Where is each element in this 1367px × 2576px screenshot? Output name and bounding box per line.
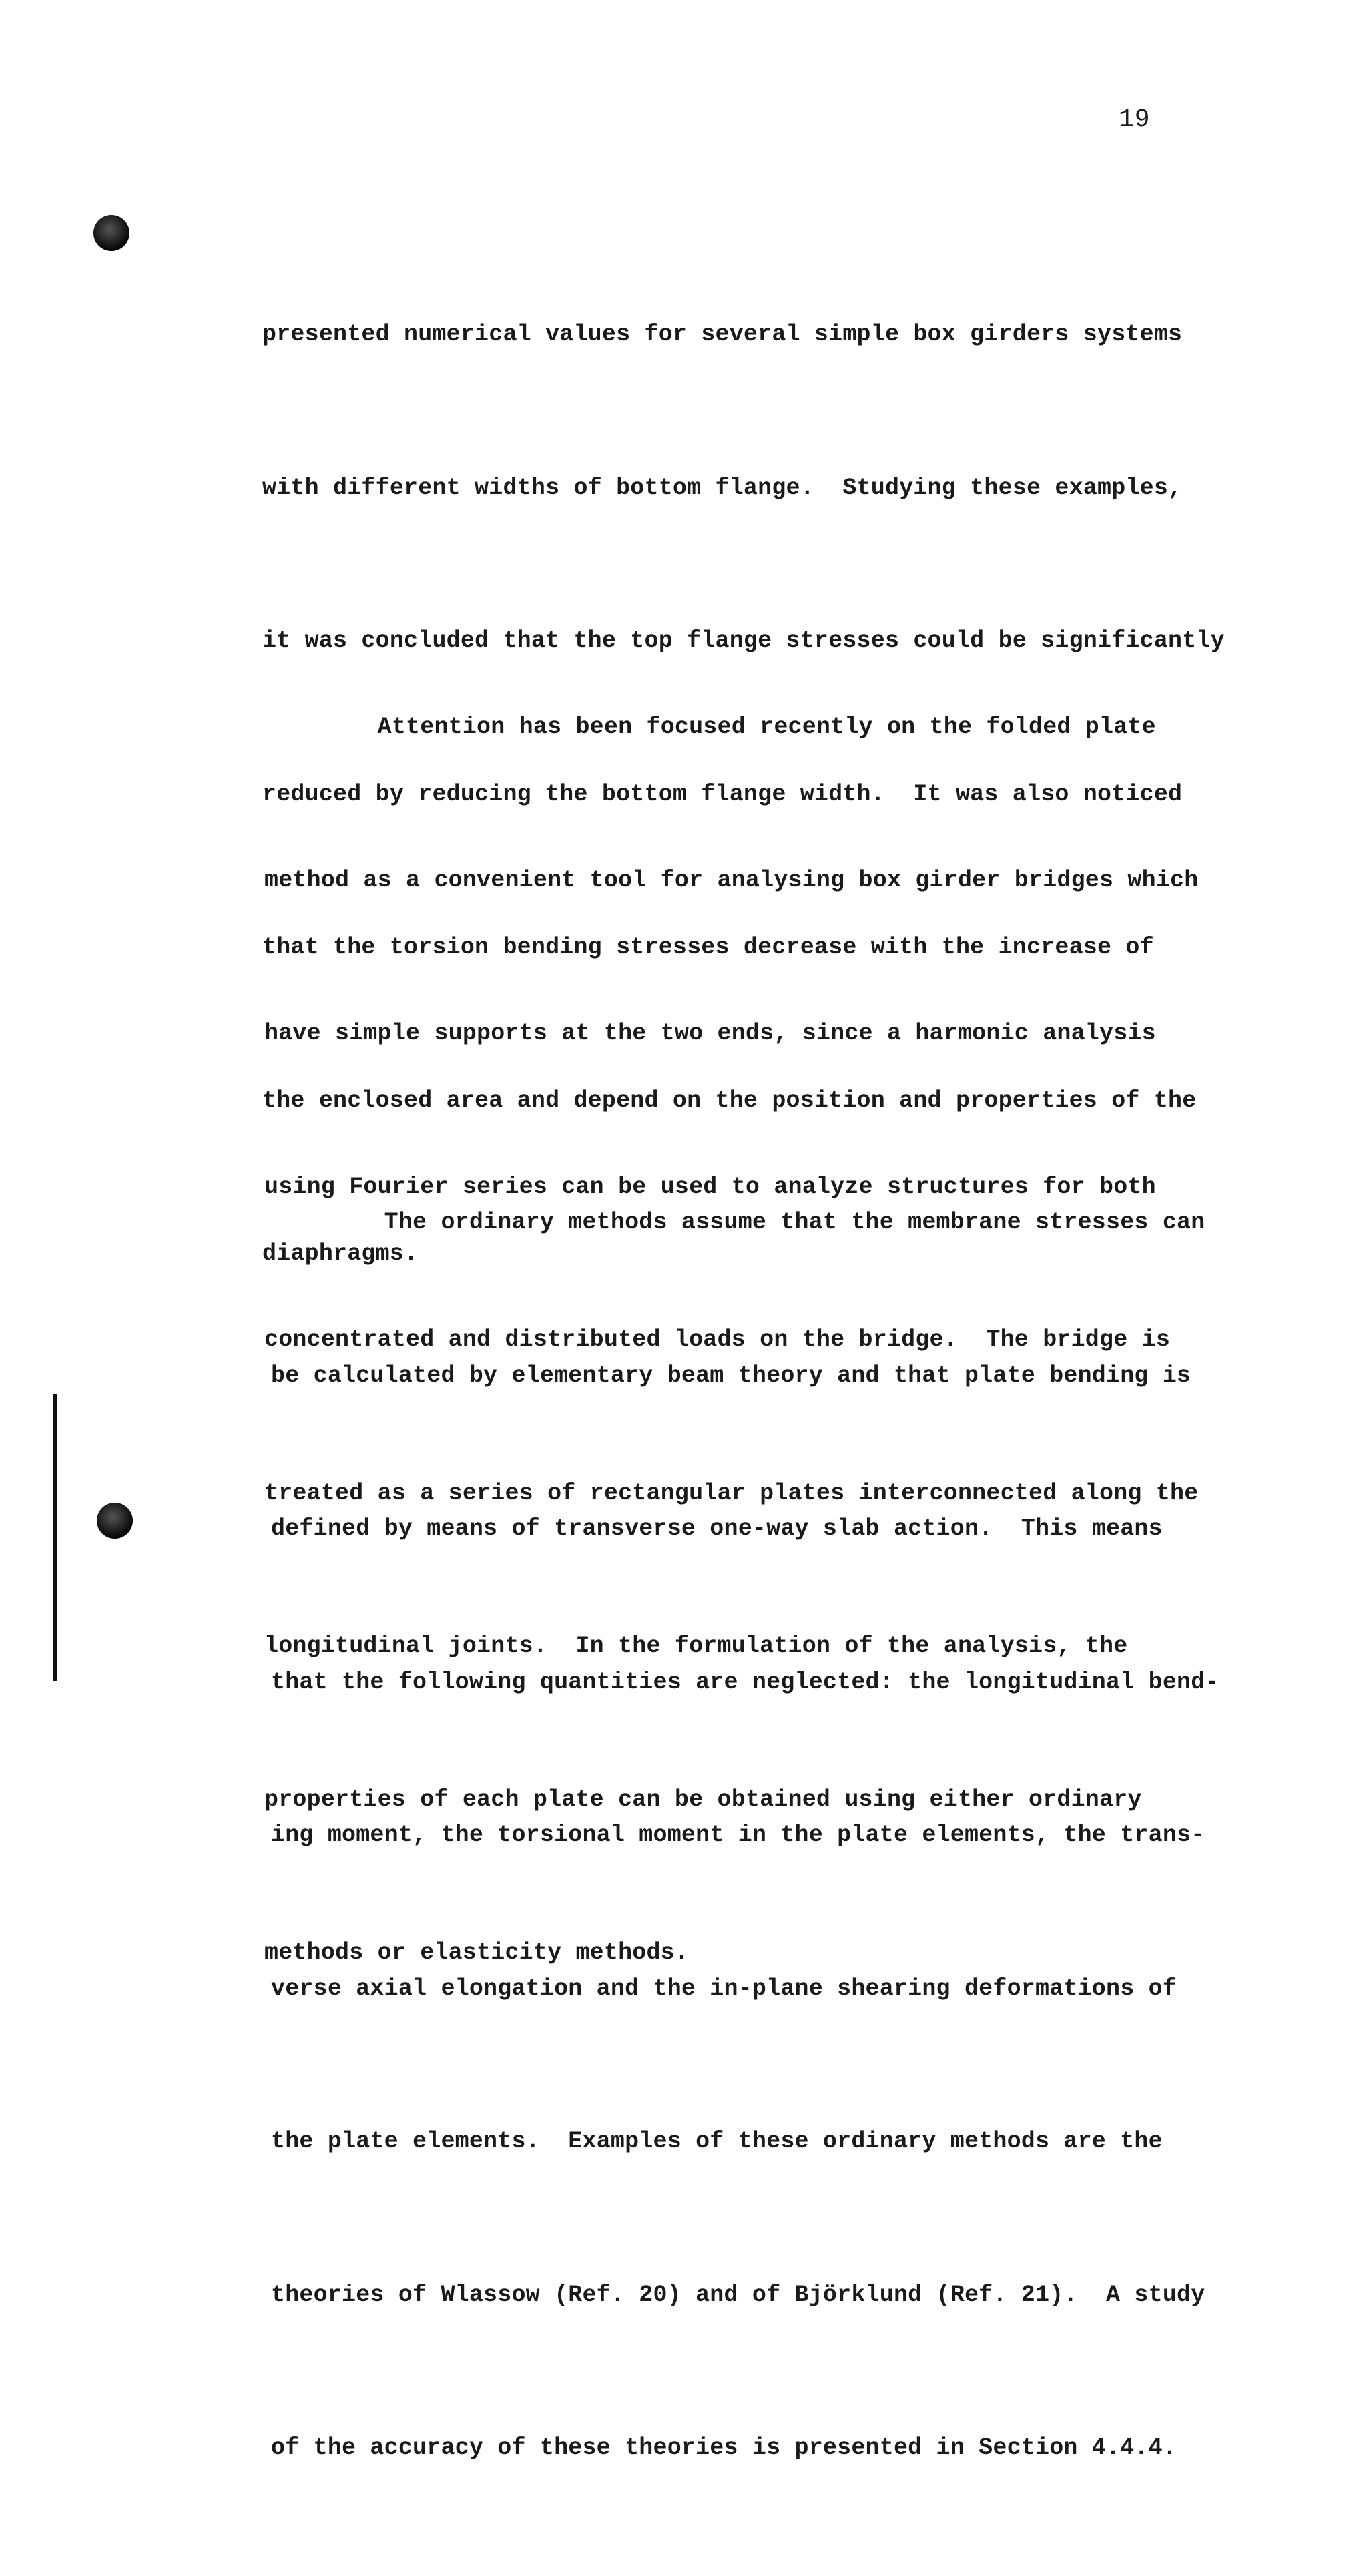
text-line: presented numerical values for several simple box girders systems <box>262 321 1183 348</box>
punch-hole-bottom <box>97 1503 133 1539</box>
text-line: defined by means of transverse one-way slab action. This means <box>271 1515 1163 1542</box>
text-line: that the torsion bending stresses decrease with the increase of <box>262 934 1154 961</box>
text-line: with different widths of bottom flange. Studying these examples, <box>262 474 1183 501</box>
text-line: using Fourier series can be used to analyze structures for both <box>264 1173 1156 1200</box>
punch-hole-top <box>93 215 129 251</box>
text-line: of the accuracy of these theories is presented in Section 4.4.4. <box>271 2434 1177 2461</box>
text-line: methods or elasticity methods. <box>264 1939 690 1966</box>
text-line: properties of each plate can be obtained using either ordinary <box>264 1786 1142 1813</box>
text-line: longitudinal joints. In the formulation of the analysis, the <box>264 1633 1128 1659</box>
text-line: verse axial elongation and the in-plane shearing deformations of <box>271 1975 1177 2002</box>
text-line: theories of Wlassow (Ref. 20) and of Björklund (Ref. 21). A study <box>271 2281 1205 2308</box>
text-line: have simple supports at the two ends, since a harmonic analysis <box>264 1020 1156 1047</box>
text-line: The ordinary methods assume that the membrane stresses can <box>271 1209 1205 1236</box>
text-line: concentrated and distributed loads on the bridge. The bridge is <box>264 1326 1171 1353</box>
text-line: be calculated by elementary beam theory and that plate bending is <box>271 1362 1191 1389</box>
text-line: method as a convenient tool for analysing box girder bridges which <box>264 866 1199 894</box>
text-line: the plate elements. Examples of these ordinary methods are the <box>271 2128 1163 2155</box>
margin-rule <box>53 1394 57 1681</box>
text-line: ing moment, the torsional moment in the plate elements, the trans- <box>271 1822 1205 1848</box>
text-line: the enclosed area and depend on the position and properties of the <box>262 1087 1197 1114</box>
text-line: diaphragms. <box>262 1240 419 1267</box>
text-line: treated as a series of rectangular plates interconnected along the <box>264 1479 1199 1507</box>
text-line: it was concluded that the top flange stresses could be significantly <box>262 627 1225 654</box>
text-line: Attention has been focused recently on the folded plate <box>264 714 1156 740</box>
paragraph-3 <box>271 1095 1219 2576</box>
text-line: reduced by reducing the bottom flange width. It was also noticed <box>262 780 1183 808</box>
text-line: that the following quantities are neglected: the longitudinal bend- <box>271 1668 1219 1696</box>
page-number: 19 <box>1119 105 1151 134</box>
